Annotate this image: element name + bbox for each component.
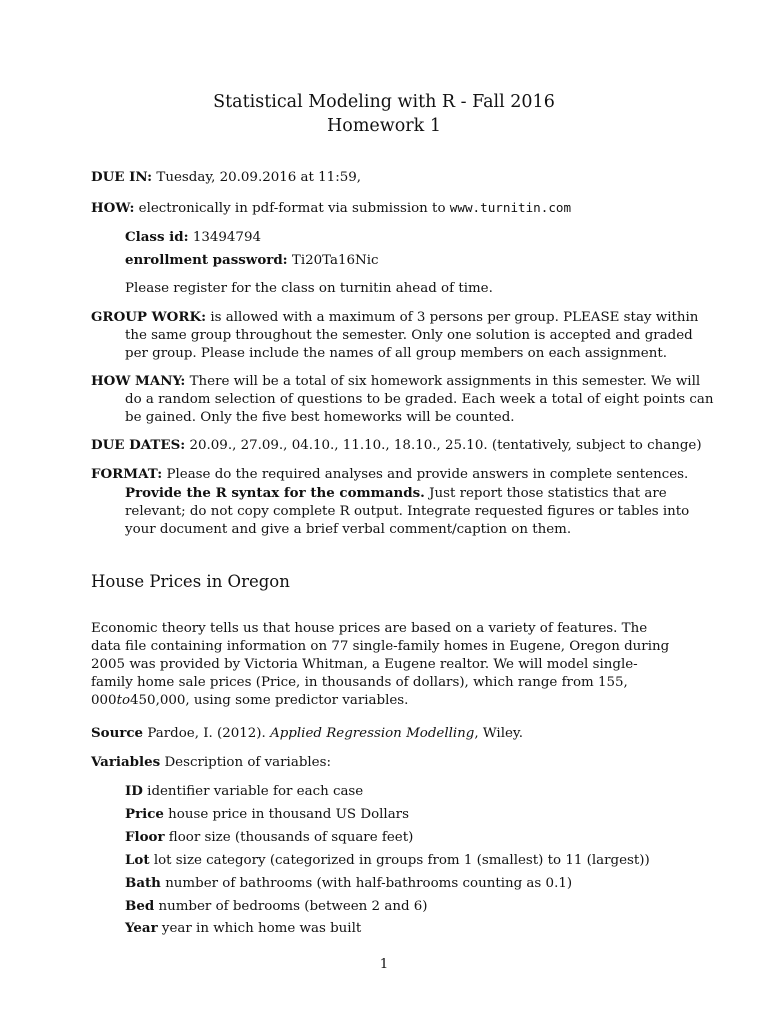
variable-desc: number of bathrooms (with half-bathrooms counting as 0.1) [165,876,573,891]
source-book-title: Applied Regression Modelling [270,726,475,741]
intro-text-2: 450,000, using some predictor variables. [130,693,409,708]
variable-item [125,828,413,847]
variable-item [125,919,361,938]
variable-item [125,897,428,916]
variable-name: ID [125,783,143,799]
source-label: Source [91,725,144,741]
due-in-text: Tuesday, 20.09.2016 at 11:59, [156,170,362,185]
password-value: Ti20Ta16Nic [291,253,379,268]
variable-name: Bath [125,875,161,891]
how-many-paragraph [91,372,715,427]
due-dates-label: DUE DATES: [91,437,186,453]
format-label: FORMAT: [91,466,163,482]
how-line [91,199,571,218]
due-dates-line [91,436,702,455]
turnitin-link[interactable]: www.turnitin.com [449,200,572,215]
source-text: Pardoe, I. (2012). [147,726,266,741]
how-many-text: There will be a total of six homework assignments in this semester. We will do a random selection of questions to be graded. Each week a total of eight points can be gained. Only the five best homeworks will be counted. [125,374,714,425]
register-note: Please register for the class on turnitin ahead of time. [125,281,493,296]
variables-line [91,753,331,772]
variable-name: Price [125,806,164,822]
variables-label: Variables [91,754,161,770]
section-heading: House Prices in Oregon [91,572,290,591]
variable-item [125,851,650,870]
due-dates-text: 20.09., 27.09., 04.10., 11.10., 18.10., 25.10. (tentatively, subject to change) [189,438,702,453]
class-id-label: Class id: [125,229,189,245]
intro-italic: to [116,693,131,708]
intro-text: Economic theory tells us that house prices are based on a variety of features. The data file containing information on 77 single-family homes in Eugene, Oregon during 2005 was provided by Victoria Whitman, a Eugene realtor. We will model single-family home sale prices (Price, in thousands of dollars), which range from 155, 000 [91,621,670,708]
due-in-line [91,168,361,187]
document-title: Statistical Modeling with R - Fall 2016 [213,92,555,112]
how-label: HOW: [91,200,135,216]
variable-name: Lot [125,852,150,868]
password-label: enrollment password: [125,252,288,268]
variable-desc: floor size (thousands of square feet) [168,830,414,845]
class-id-line [125,228,261,247]
variable-item [125,782,363,801]
variable-item [125,805,409,824]
group-work-paragraph [91,308,715,363]
how-text: electronically in pdf-format via submission to [138,201,446,216]
source-publisher: , Wiley. [474,726,523,741]
format-text-1: Please do the required analyses and provide answers in complete sentences. [166,467,689,482]
format-text-2: Just report those statistics that are relevant; do not copy complete R output. Integrate requested figures or tables into your document and give a brief verbal comment/caption on them. [125,486,690,537]
variable-desc: lot size category (categorized in groups from 1 (smallest) to 11 (largest)) [153,853,650,868]
format-paragraph [91,465,715,539]
page-number: 1 [379,957,389,972]
how-many-label: HOW MANY: [91,373,186,389]
variables-text: Description of variables: [164,755,331,770]
format-bold-text: Provide the R syntax for the commands. [125,485,425,501]
variable-name: Floor [125,829,165,845]
variable-desc: year in which home was built [161,921,362,936]
variable-desc: house price in thousand US Dollars [168,807,409,822]
variable-item [125,874,572,893]
class-id-value: 13494794 [192,230,261,245]
variable-name: Year [125,920,158,936]
group-work-label: GROUP WORK: [91,309,207,325]
password-line [125,251,379,270]
document-subtitle: Homework 1 [327,116,441,136]
variable-desc: identifier variable for each case [147,784,364,799]
source-line [91,724,523,743]
group-work-text: is allowed with a maximum of 3 persons per group. PLEASE stay within the same group throughout the semester. Only one solution is accepted and graded per group. Please include the names of all group members on each assignment. [125,310,699,361]
variable-desc: number of bedrooms (between 2 and 6) [158,899,428,914]
intro-paragraph [91,620,679,710]
variable-name: Bed [125,898,155,914]
due-in-label: DUE IN: [91,169,153,185]
